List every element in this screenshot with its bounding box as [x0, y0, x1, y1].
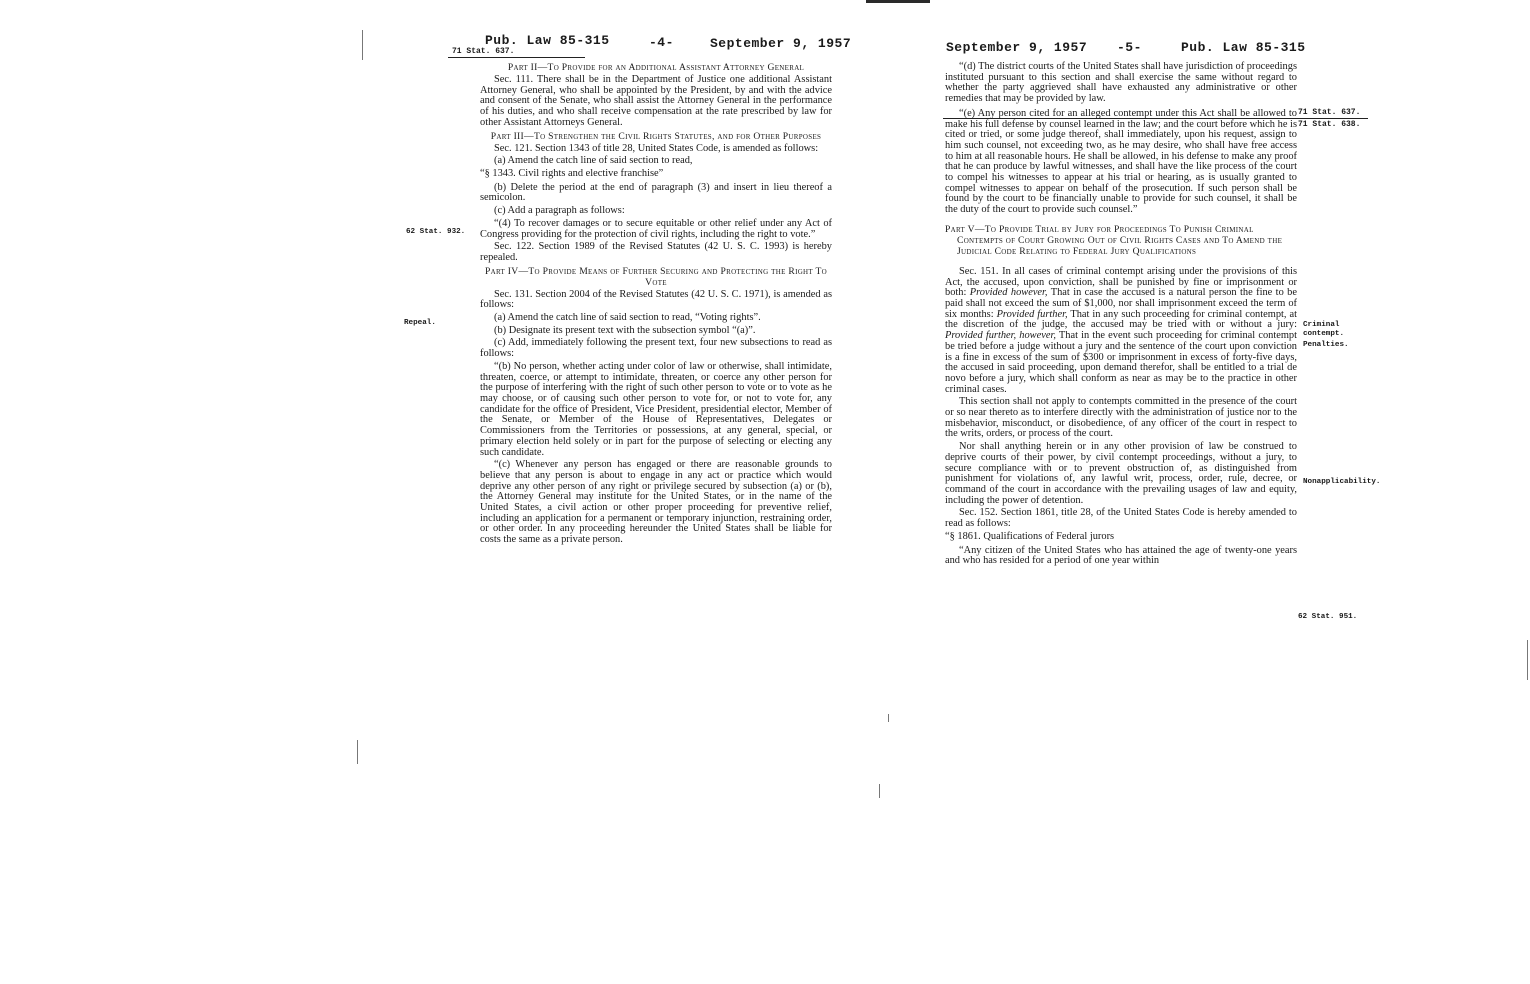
proviso-2: Provided further, — [996, 308, 1068, 320]
sec-131-sub-c: “(c) Whenever any person has engaged or there are reasonable grounds to believe that any person is about to engage in any act or practice which would deprive any other person of any right or privilege secured by subsection (a) or (b), the Attorney General may institute for the United States, or in the name of the United States, a civil action or other proper proceeding for preventive relief, including an application for a permanent or temporary injunction, restraining order, or other order. In any proceeding hereunder the United States shall be liable for costs the same as a private person. — [480, 459, 832, 546]
sec-131: Sec. 131. Section 2004 of the Revised Statutes (42 U. S. C. 1971), is amended as follows: — [480, 288, 832, 311]
margin-note-penalties: Penalties. — [1303, 341, 1349, 349]
sec-121-b: (b) Delete the period at the end of paragraph (3) and insert in lieu thereof a semicolon. — [480, 181, 832, 204]
right-page — [765, 0, 1530, 984]
margin-note-62-stat-951: 62 Stat. 951. — [1298, 613, 1358, 621]
margin-note-nonapplicability: Nonapplicability. — [1303, 478, 1381, 486]
sec-111: Sec. 111. There shall be in the Department of Justice one additional Assistant Attorney General, who shall be appointed by the President, by and with the advice and consent of the Senate, who shall assist the Attorney General in the performance of his duties, and who shall receive compensation at the rate prescribed by law for other Assistant Attorneys General. — [480, 74, 832, 128]
part-iv-heading: Part IV—To Provide Means of Further Securing and Protecting the Right To Vote — [484, 265, 828, 288]
left-stat-ref: 71 Stat. 637. — [452, 47, 515, 56]
sec-152: Sec. 152. Section 1861, title 28, of the United States Code is hereby amended to read as follows: — [945, 507, 1297, 530]
left-header-page-number: -4- — [649, 35, 674, 50]
margin-note-criminal-contempt — [1303, 321, 1363, 338]
right-header-page-number: -5- — [1117, 40, 1142, 55]
sec-121-a: (a) Amend the catch line of said section to read, — [494, 155, 693, 167]
part-iii-heading: Part III—To Strengthen the Civil Rights Statutes, and for Other Purposes — [490, 130, 822, 142]
sec-121: Sec. 121. Section 1343 of title 28, United States Code, is amended as follows: — [494, 142, 819, 154]
sec-131-b: (b) Designate its present text with the subsection symbol “(a)”. — [494, 324, 756, 336]
right-text-column — [945, 62, 1297, 569]
sec-131-c: (c) Add, immediately following the present text, four new subsections to read as follows: — [480, 337, 832, 360]
sec-1861-text: “Any citizen of the United States who has attained the age of twenty-one years and who has resided for a period of one year within — [945, 544, 1297, 567]
part-v-heading: Part V—To Provide Trial by Jury for Proceedings To Punish Criminal Contempts of Court Growing Out of Civil Rights Cases and To Amend the Judicial Code Relating to Federal Jury Qualifications — [945, 223, 1283, 257]
sec-151-end: That in the event such proceeding for criminal contempt be tried before a judge without a jury and the sentence of the court upon conviction is a fine in excess of the sum of $300 or imprisonment in excess of forty-five days, the accused in said proceeding, upon demand therefor, shall be entitled to a trial de novo before a jury, which shall conform as near as may be to the practice in other criminal cases. — [945, 330, 1297, 395]
sec-1861-heading: “§ 1861. Qualifications of Federal jurors — [945, 530, 1115, 542]
margin-note-71-stat-638: 71 Stat. 638. — [1298, 120, 1361, 129]
left-header-rule — [448, 57, 585, 58]
sec-151-mid2: That in any such proceeding for criminal contempt, at the discretion of the judge, the accused may be tried with or without a jury: — [945, 308, 1297, 331]
part-ii-heading: Part II—To Provide for an Additional Assistant Attorney General — [507, 62, 805, 73]
sub-e: “(e) Any person cited for an alleged contempt under this Act shall be allowed to make his full defense by counsel learned in the law; and the court before which he is cited or tried, or some judge thereof, shall immediately, upon his request, assign to him such counsel, not exceeding two, as he may desire, who shall have free access to him at all reasonable hours. He shall be allowed, in his defense to make any proof that he can produce by lawful witnesses, and shall have the like process of the court to compel his witnesses to appear at his trial or hearing, as is usually granted to compel witnesses to appear on behalf of the prosecution. If such person shall be found by the court to be financially unable to provide for such counsel, it shall be the duty of the court to provide such counsel.” — [945, 107, 1297, 216]
left-header-date: September 9, 1957 — [710, 36, 852, 51]
sec-121-c: (c) Add a paragraph as follows: — [494, 205, 625, 217]
sec-121-c4: “(4) To recover damages or to secure equitable or other relief under any Act of Congress providing for the protection of civil rights, including the right to vote.” — [480, 217, 832, 240]
sec-151-start: Sec. 151. In all cases of criminal contempt arising under the provisions of this Act, the accused, upon conviction, shall be punished by fine or imprisonment or both: — [945, 265, 1297, 299]
para-nor: Nor shall anything herein or in any other provision of law be construed to deprive courts of their power, by civil contempt proceedings, without a jury, to secure compliance with or to prevent obstruction of, as distinguished from punishment for violations of, any lawful writ, process, order, rule, decree, or command of the court in accordance with the prevailing usages of law and equity, including the power of detention. — [945, 441, 1297, 506]
proviso-1: Provided however, — [969, 287, 1048, 299]
proviso-3: Provided further, however, — [945, 330, 1056, 342]
right-header-law: Pub. Law 85-315 — [1181, 40, 1306, 55]
margin-note-62-stat-932: 62 Stat. 932. — [406, 228, 466, 236]
sec-122: Sec. 122. Section 1989 of the Revised Statutes (42 U. S. C. 1993) is hereby repealed. — [480, 241, 832, 263]
para-nonapplicability: This section shall not apply to contempts committed in the presence of the court or so near thereto as to interfere directly with the administration of justice nor to the misbehavior, misconduct, or disobedience, of any officer of the court in respect to the writs, orders, or process of the court. — [945, 396, 1297, 440]
criminal-contempt-label: Criminal contempt. — [1303, 321, 1345, 338]
margin-note-71-stat-637: 71 Stat. 637. — [1298, 108, 1361, 117]
sec-131-a: (a) Amend the catch line of said section to read, “Voting rights”. — [494, 312, 761, 324]
sub-d: “(d) The district courts of the United States shall have jurisdiction of proceedings instituted pursuant to this section and shall exercise the same without regard to whether the party aggrieved shall have exhausted any administrative or other remedies that may be provided by law. — [945, 61, 1297, 105]
sec-151-mid1: That in case the accused is a natural person the fine to be paid shall not exceed the sum of $1,000, nor shall imprisonment exceed the term of six months: — [945, 287, 1297, 320]
left-header-law: Pub. Law 85-315 — [485, 33, 610, 48]
sec-131-sub-b: “(b) No person, whether acting under color of law or otherwise, shall intimidate, threaten, coerce, or attempt to intimidate, threaten, or coerce any other person for the purpose of interfering with the right of such other person to vote or to vote as he may choose, or of causing such other person to vote for, or not to vote for, any candidate for the office of President, Vice President, presidential elector, Member of the Senate, or Member of the House of Representatives, Delegates or Commissioners from the Territories or possessions, at any general, special, or primary election held solely or in part for the purpose of selecting or electing any such candidate. — [480, 360, 832, 458]
margin-note-repeal: Repeal. — [404, 319, 436, 327]
right-header-date: September 9, 1957 — [946, 40, 1088, 55]
sec-151 — [945, 267, 1297, 395]
sec-121-quote: “§ 1343. Civil rights and elective franchise” — [480, 167, 664, 179]
